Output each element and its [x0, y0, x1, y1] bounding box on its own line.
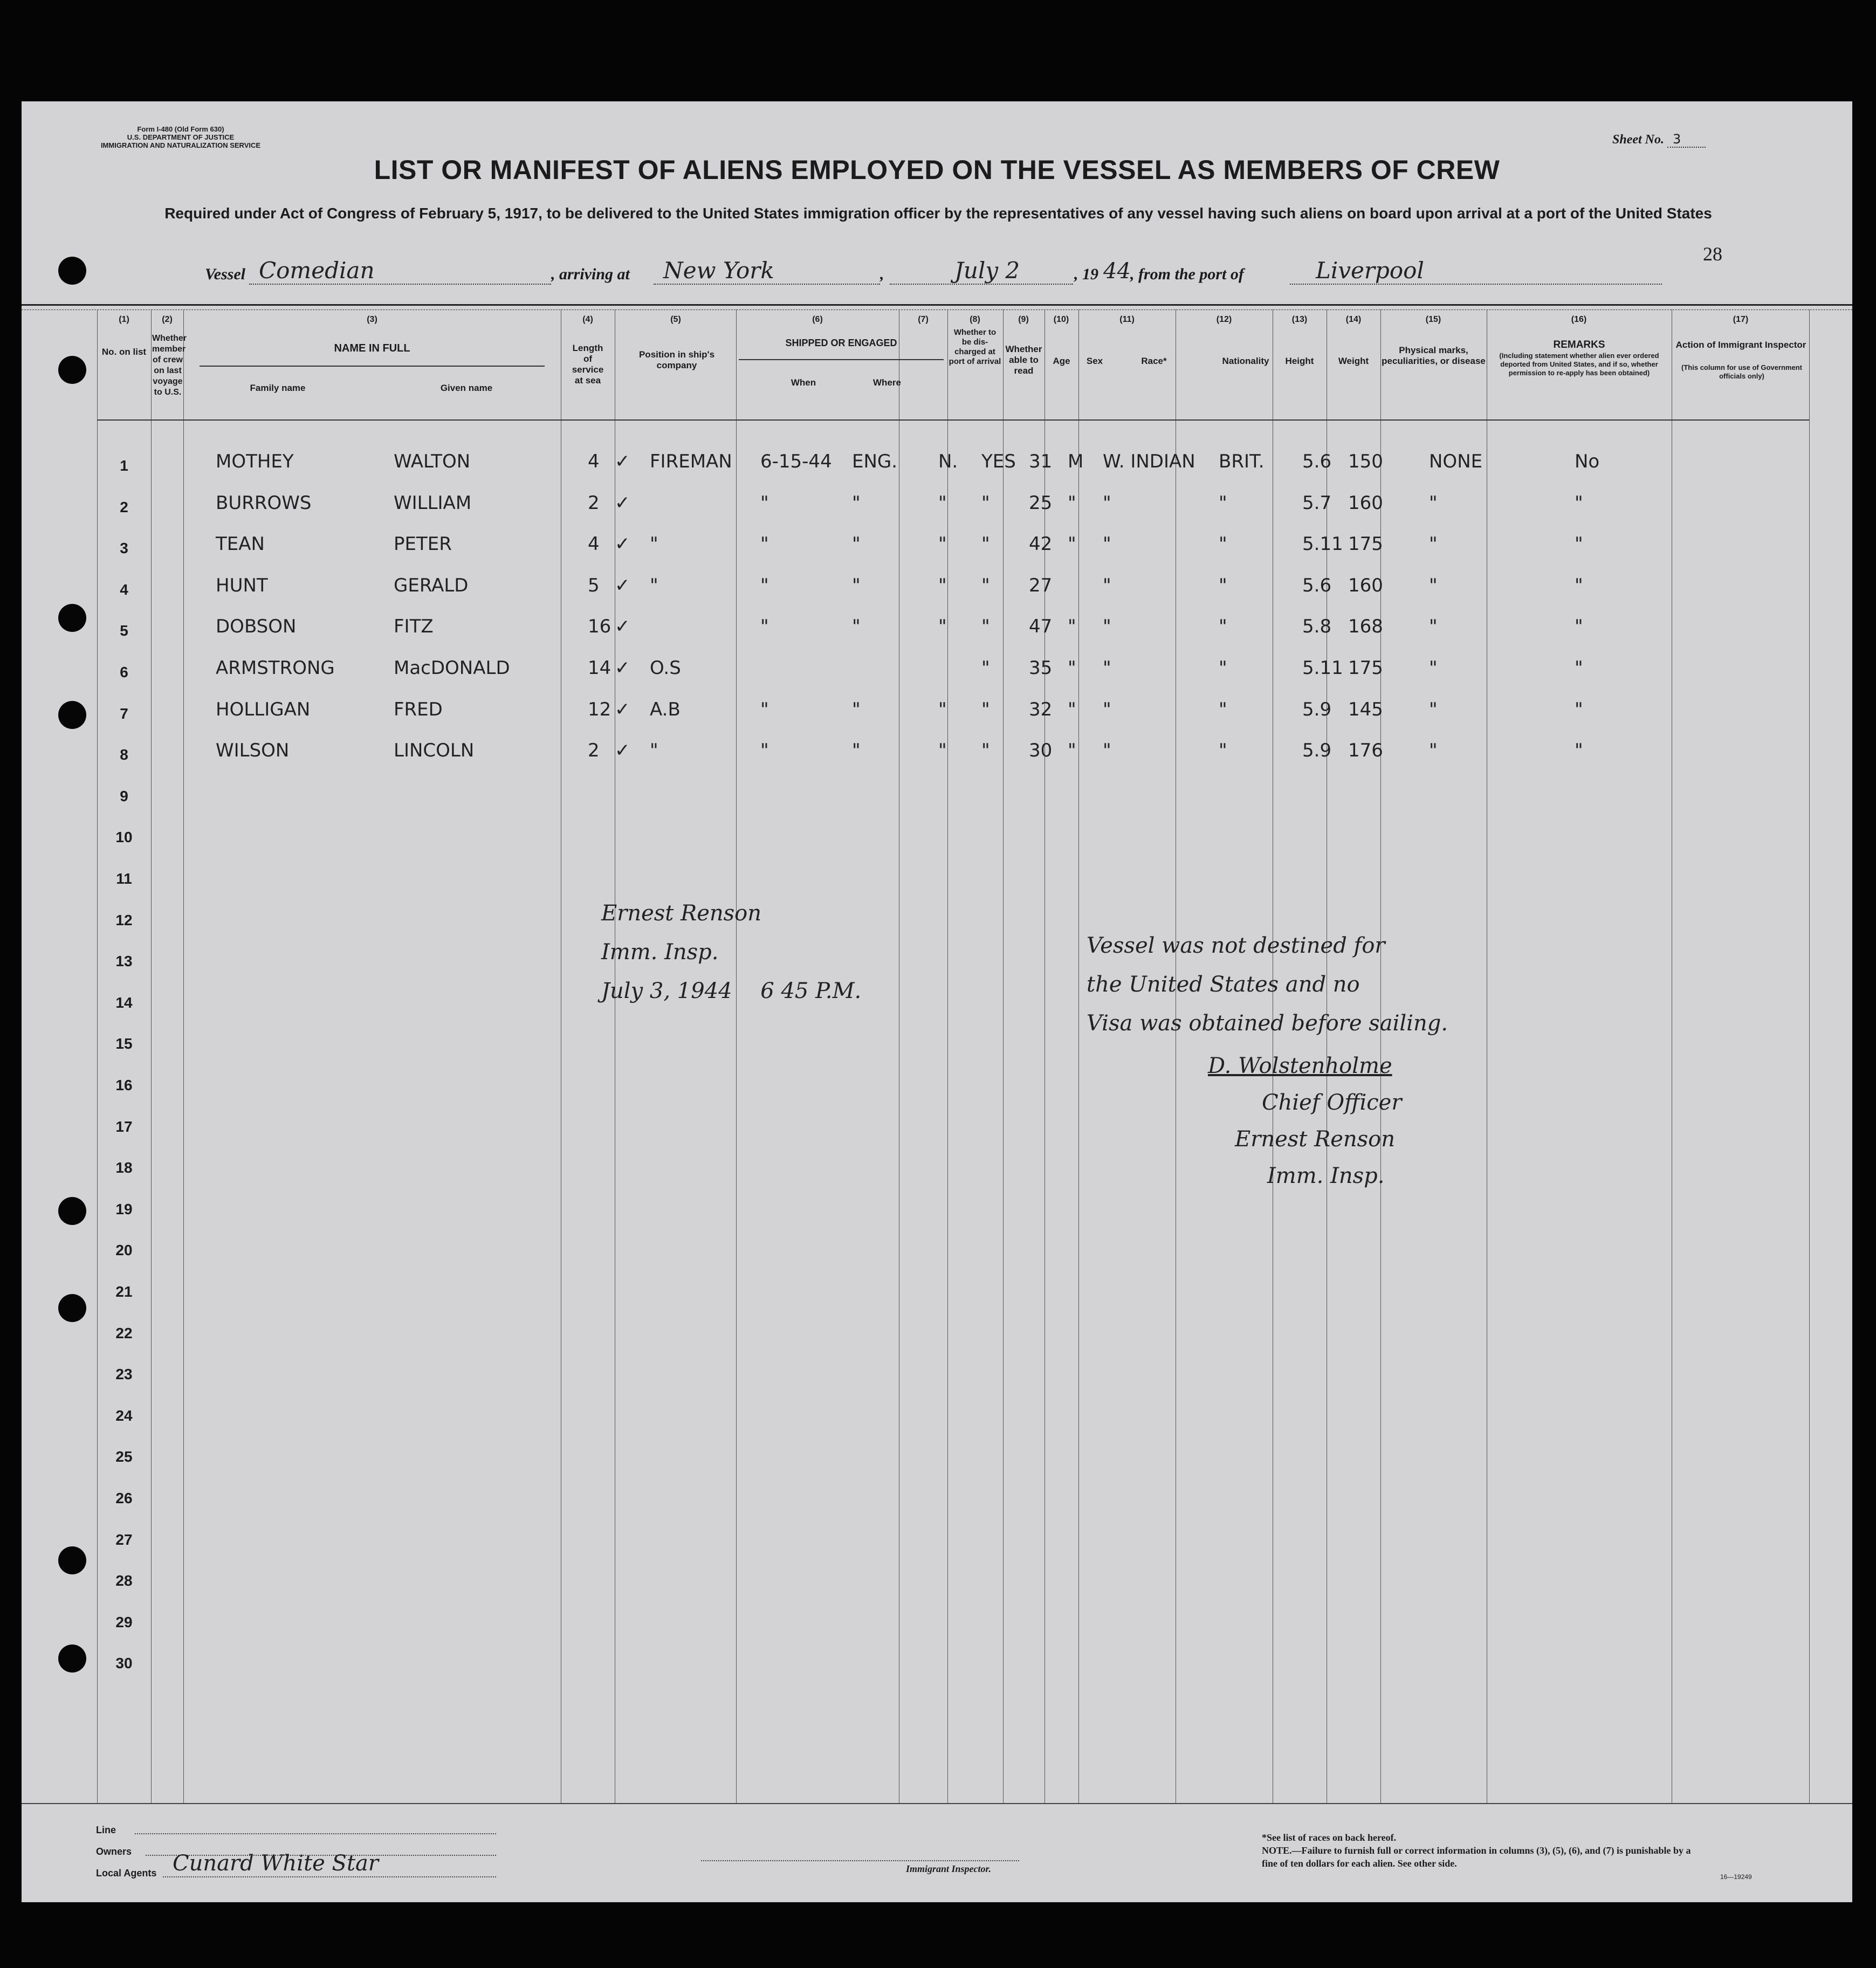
- row-number: 20: [115, 1242, 133, 1259]
- cell-given: FRED: [394, 698, 443, 720]
- cell-remarks: ": [1575, 574, 1583, 596]
- row-number: 13: [115, 953, 133, 970]
- row-number: 23: [115, 1366, 133, 1383]
- column-number: (8): [970, 315, 980, 324]
- cell-service: 16: [588, 616, 611, 638]
- cell-where: ": [852, 492, 861, 514]
- cell-given: WALTON: [394, 451, 471, 472]
- note-line: Vessel was not destined for: [1087, 933, 1385, 958]
- row-number: 16: [115, 1077, 133, 1093]
- cell-nationality: ": [1219, 698, 1227, 720]
- column-number: (17): [1733, 315, 1749, 324]
- cell-given: PETER: [394, 533, 452, 555]
- header-sex: Sex: [1086, 356, 1103, 366]
- row-number: 12: [115, 911, 133, 928]
- header-name-in-full: NAME IN FULL: [334, 342, 410, 354]
- cell-discharged: ": [938, 616, 947, 638]
- cell-when: 6-15-44: [760, 451, 832, 472]
- header-physical-marks: Physical marks, peculiarities, or disease: [1382, 345, 1486, 366]
- cell-service: 12: [588, 698, 611, 720]
- header-nationality: Nationality: [1222, 356, 1269, 366]
- cell-marks: ": [1429, 616, 1438, 638]
- cell-age: 47: [1029, 616, 1053, 638]
- header-discharged: Whether to be dis-charged at port of arrival: [949, 328, 1001, 366]
- punch-hole: [58, 1644, 86, 1673]
- punch-hole: [58, 356, 86, 384]
- punch-hole: [58, 1294, 86, 1322]
- cell-height: 5.9: [1302, 698, 1332, 720]
- row-number: 26: [115, 1490, 133, 1506]
- row-number: 3: [120, 540, 128, 557]
- from-port-value: Liverpool: [1316, 257, 1424, 284]
- cell-marks: ": [1429, 657, 1438, 679]
- cell-height: 5.7: [1302, 492, 1332, 514]
- cell-age: 35: [1029, 657, 1053, 679]
- arriving-label: , arriving at: [551, 265, 630, 283]
- cell-remarks: ": [1575, 533, 1583, 555]
- column-number: (4): [582, 315, 593, 324]
- inspector-endorsement: [601, 894, 861, 1010]
- row-number: 19: [115, 1200, 133, 1217]
- cell-family: HOLLIGAN: [216, 698, 311, 720]
- local-agents-value: Cunard White Star: [173, 1851, 379, 1876]
- cell-age: 32: [1029, 698, 1053, 720]
- cell-weight: 175: [1348, 657, 1383, 679]
- header-remarks: REMARKS: [1553, 339, 1605, 350]
- row-number: 14: [115, 994, 133, 1011]
- cell-discharged: N.: [938, 451, 958, 472]
- cell-service: 5: [588, 574, 600, 596]
- cell-discharged: ": [938, 492, 947, 514]
- row-number: 30: [115, 1655, 133, 1672]
- header-weight: Weight: [1338, 356, 1369, 366]
- column-number: (10): [1053, 315, 1069, 324]
- header-race: Race*: [1141, 356, 1167, 366]
- row-number: 2: [120, 498, 128, 515]
- cell-marks: ": [1429, 533, 1438, 555]
- service-name: IMMIGRATION AND NATURALIZATION SERVICE: [100, 141, 261, 149]
- cell-read: ": [981, 533, 990, 555]
- column-number: (12): [1216, 315, 1232, 324]
- cell-check: ✓: [615, 740, 630, 762]
- vessel-destination-note: [1087, 926, 1448, 1043]
- cell-read: ": [981, 616, 990, 638]
- page-number: 28: [1703, 243, 1722, 265]
- line-label: Line: [96, 1825, 116, 1835]
- row-number: 27: [115, 1531, 133, 1548]
- cell-discharged: ": [938, 698, 947, 720]
- cell-check: ✓: [615, 574, 630, 596]
- punch-hole: [58, 701, 86, 729]
- cell-family: ARMSTRONG: [216, 657, 335, 679]
- row-number: 5: [120, 622, 128, 639]
- row-number: 4: [120, 581, 128, 598]
- inspector-title: Imm. Insp.: [601, 940, 719, 965]
- row-number: 11: [116, 870, 132, 887]
- chief-officer-title: Chief Officer: [1262, 1090, 1402, 1115]
- cell-race: ": [1103, 657, 1111, 679]
- cell-position: A.B: [650, 698, 681, 720]
- cell-height: 5.8: [1302, 616, 1332, 638]
- year-prefix: , 19: [1074, 265, 1098, 283]
- cell-family: DOBSON: [216, 616, 297, 638]
- cell-position: ": [650, 740, 658, 762]
- manifest-sheet: [22, 101, 1852, 1902]
- cell-check: ✓: [615, 657, 630, 679]
- inspector-title-2: Imm. Insp.: [1267, 1164, 1385, 1188]
- column-number: (3): [367, 315, 377, 324]
- column-number: (1): [119, 315, 129, 324]
- column-number: (15): [1425, 315, 1441, 324]
- cell-remarks: ": [1575, 657, 1583, 679]
- punch-hole: [58, 604, 86, 632]
- cell-discharged: ": [938, 533, 947, 555]
- from-port-label: , from the port of: [1130, 265, 1244, 283]
- officer-signatures: [1208, 1048, 1401, 1194]
- cell-when: ": [760, 740, 769, 762]
- header-shipped-or-engaged: SHIPPED OR ENGAGED: [785, 338, 897, 348]
- cell-where: ": [852, 740, 861, 762]
- cell-given: FITZ: [394, 616, 434, 638]
- inspection-date: [601, 972, 861, 1010]
- cell-race: ": [1103, 698, 1111, 720]
- cell-weight: 145: [1348, 698, 1383, 720]
- cell-given: WILLIAM: [394, 492, 472, 514]
- cell-discharged: ": [938, 740, 947, 762]
- local-agents-label: Local Agents: [96, 1868, 157, 1878]
- cell-weight: 150: [1348, 451, 1383, 472]
- row-number: 29: [115, 1613, 133, 1630]
- cell-check: ✓: [615, 492, 630, 514]
- cell-remarks: No: [1575, 451, 1600, 472]
- header-divider: [22, 304, 1852, 306]
- cell-nationality: BRIT.: [1219, 451, 1265, 472]
- cell-position: ": [650, 574, 658, 596]
- cell-weight: 176: [1348, 740, 1383, 762]
- cell-race: W. INDIAN: [1103, 451, 1195, 472]
- form-identifier: [92, 125, 270, 149]
- cell-weight: 160: [1348, 492, 1383, 514]
- cell-nationality: ": [1219, 657, 1227, 679]
- cell-race: ": [1103, 740, 1111, 762]
- inspector-signature: Ernest Renson: [601, 901, 761, 926]
- sheet-number: [1612, 132, 1706, 147]
- cell-where: ": [852, 698, 861, 720]
- arriving-at-value: New York: [663, 257, 774, 284]
- cell-height: 5.11: [1302, 533, 1343, 555]
- cell-family: BURROWS: [216, 492, 312, 514]
- note-line: the United States and no: [1087, 972, 1360, 997]
- cell-nationality: ": [1219, 492, 1227, 514]
- cell-height: 5.9: [1302, 740, 1332, 762]
- header-given-name: Given name: [440, 383, 493, 393]
- vessel-line: Vessel Comedian , arriving at New York , July 2 , 19 44 , from the port of Liverpool: [205, 263, 1661, 290]
- cell-age: 31: [1029, 451, 1053, 472]
- row-number: 15: [115, 1035, 133, 1052]
- column-number: (9): [1018, 315, 1029, 324]
- cell-race: ": [1103, 533, 1111, 555]
- cell-race: ": [1103, 492, 1111, 514]
- sheet-value: 3: [1667, 132, 1706, 148]
- inspection-time: 6 45 P.M.: [760, 979, 862, 1003]
- column-number: (6): [812, 315, 823, 324]
- column-number: (7): [918, 315, 929, 324]
- penalty-footnote: NOTE.—Failure to furnish full or correct information in columns (3), (5), (6), and (7) is punishable by a fine of ten dollars for each alien. See other side.: [1262, 1845, 1691, 1869]
- immigrant-inspector-label: Immigrant Inspector.: [906, 1863, 992, 1874]
- cell-check: ✓: [615, 533, 630, 555]
- form-number: Form I-480 (Old Form 630): [137, 125, 224, 133]
- punch-hole: [58, 257, 86, 285]
- note-line: Visa was obtained before sailing.: [1087, 1011, 1448, 1036]
- header-crew-last-voyage: Whether member of crew on last voyage to U.S.: [152, 334, 187, 397]
- department-name: U.S. DEPARTMENT OF JUSTICE: [127, 133, 235, 141]
- cell-height: 5.6: [1302, 574, 1332, 596]
- column-number: (5): [670, 315, 681, 324]
- cell-race: ": [1103, 574, 1111, 596]
- column-number: (16): [1571, 315, 1587, 324]
- cell-when: ": [760, 616, 769, 638]
- cell-read: YES: [981, 451, 1016, 472]
- cell-age: 25: [1029, 492, 1053, 514]
- header-no-on-list: No. on list: [101, 347, 147, 357]
- inspection-date-value: July 3, 1944: [601, 979, 732, 1003]
- cell-remarks: ": [1575, 698, 1583, 720]
- header-position: Position in ship's company: [638, 349, 715, 370]
- owners-label: Owners: [96, 1846, 132, 1857]
- cell-race: ": [1103, 616, 1111, 638]
- column-number: (13): [1291, 315, 1308, 324]
- cell-sex: ": [1068, 657, 1076, 679]
- row-number: 8: [120, 746, 128, 763]
- header-age: Age: [1053, 356, 1070, 366]
- cell-marks: NONE: [1429, 451, 1483, 472]
- header-remarks-note: (Including statement whether alien ever ordered deported from United States, and if so, whether permission to re-apply has been obtained): [1499, 352, 1659, 377]
- cell-remarks: ": [1575, 616, 1583, 638]
- row-number: 28: [115, 1572, 133, 1589]
- header-family-name: Family name: [250, 383, 306, 393]
- column-number: (14): [1345, 315, 1362, 324]
- cell-sex: ": [1068, 616, 1076, 638]
- cell-age: 27: [1029, 574, 1053, 596]
- header-length-of-service: Length of service at sea: [572, 343, 604, 386]
- cell-marks: ": [1429, 740, 1438, 762]
- cell-check: ✓: [615, 616, 630, 638]
- cell-height: 5.11: [1302, 657, 1343, 679]
- vessel-name: Comedian: [259, 257, 375, 284]
- cell-family: TEAN: [216, 533, 265, 555]
- cell-sex: M: [1068, 451, 1084, 472]
- cell-weight: 168: [1348, 616, 1383, 638]
- row-number: 22: [115, 1324, 133, 1341]
- cell-when: ": [760, 533, 769, 555]
- cell-nationality: ": [1219, 740, 1227, 762]
- cell-remarks: ": [1575, 740, 1583, 762]
- cell-service: 4: [588, 451, 600, 472]
- row-number: 6: [120, 664, 128, 680]
- cell-nationality: ": [1219, 574, 1227, 596]
- cell-service: 2: [588, 740, 600, 762]
- column-header-rule: [97, 419, 1809, 421]
- header-height: Height: [1285, 356, 1314, 366]
- cell-read: ": [981, 740, 990, 762]
- cell-age: 30: [1029, 740, 1053, 762]
- column-number: (11): [1119, 315, 1135, 324]
- header-where: Where: [873, 377, 901, 388]
- cell-given: LINCOLN: [394, 740, 475, 762]
- cell-where: ENG.: [852, 451, 898, 472]
- header-action-note: (This column for use of Government officials only): [1681, 363, 1802, 380]
- cell-where: ": [852, 533, 861, 555]
- row-number: 17: [115, 1118, 133, 1135]
- row-number: 25: [115, 1448, 133, 1465]
- header-when: When: [791, 377, 816, 388]
- cell-discharged: ": [938, 574, 947, 596]
- chief-officer-signature: D. Wolstenholme: [1208, 1054, 1392, 1078]
- cell-position: O.S: [650, 657, 681, 679]
- cell-check: ✓: [615, 698, 630, 720]
- cell-remarks: ": [1575, 492, 1583, 514]
- arrival-year: 44: [1103, 259, 1131, 284]
- header-action-of-inspector: Action of Immigrant Inspector: [1675, 340, 1806, 350]
- cell-age: 42: [1029, 533, 1053, 555]
- cell-when: ": [760, 574, 769, 596]
- cell-height: 5.6: [1302, 451, 1332, 472]
- cell-nationality: ": [1219, 533, 1227, 555]
- cell-given: GERALD: [394, 574, 469, 596]
- cell-service: 4: [588, 533, 600, 555]
- races-footnote: *See list of races on back hereof.: [1262, 1832, 1397, 1843]
- column-number: (2): [162, 315, 173, 324]
- row-number: 10: [115, 829, 133, 846]
- cell-sex: ": [1068, 533, 1076, 555]
- cell-when: ": [760, 492, 769, 514]
- page-title: LIST OR MANIFEST OF ALIENS EMPLOYED ON THE VESSEL AS MEMBERS OF CREW: [374, 155, 1500, 185]
- cell-where: ": [852, 616, 861, 638]
- cell-marks: ": [1429, 492, 1438, 514]
- cell-sex: ": [1068, 492, 1076, 514]
- cell-sex: ": [1068, 698, 1076, 720]
- cell-when: ": [760, 698, 769, 720]
- cell-weight: 160: [1348, 574, 1383, 596]
- punch-hole: [58, 1546, 86, 1574]
- sheet-label: Sheet No.: [1612, 133, 1664, 147]
- page-subtitle: Required under Act of Congress of February 5, 1917, to be delivered to the United States immigration officer by the representatives of any vessel having such aliens on board upon arrival at a port of the United States: [164, 205, 1712, 222]
- cell-read: ": [981, 574, 990, 596]
- form-code: 16—19249: [1720, 1873, 1752, 1881]
- cell-service: 14: [588, 657, 611, 679]
- row-number: 18: [115, 1159, 133, 1176]
- cell-check: ✓: [615, 451, 630, 472]
- cell-family: WILSON: [216, 740, 290, 762]
- inspector-signature-2: Ernest Renson: [1235, 1127, 1395, 1152]
- cell-family: MOTHEY: [216, 451, 294, 472]
- arrival-date: July 2: [954, 257, 1020, 284]
- cell-sex: ": [1068, 740, 1076, 762]
- cell-where: ": [852, 574, 861, 596]
- row-number: 9: [120, 787, 128, 804]
- row-number: 21: [115, 1283, 133, 1300]
- cell-position: ": [650, 533, 658, 555]
- cell-given: MacDONALD: [394, 657, 510, 679]
- cell-weight: 175: [1348, 533, 1383, 555]
- header-able-to-read: Whether able to read: [1005, 344, 1042, 376]
- punch-hole: [58, 1197, 86, 1225]
- cell-read: ": [981, 492, 990, 514]
- row-number: 7: [120, 705, 128, 722]
- cell-marks: ": [1429, 698, 1438, 720]
- cell-marks: ": [1429, 574, 1438, 596]
- cell-service: 2: [588, 492, 600, 514]
- row-number: 24: [115, 1407, 133, 1424]
- cell-position: FIREMAN: [650, 451, 732, 472]
- row-number: 1: [120, 457, 128, 474]
- header-divider-dashed: [22, 309, 1852, 310]
- cell-read: ": [981, 657, 990, 679]
- vessel-label: Vessel: [205, 265, 245, 283]
- cell-read: ": [981, 698, 990, 720]
- cell-nationality: ": [1219, 616, 1227, 638]
- cell-family: HUNT: [216, 574, 268, 596]
